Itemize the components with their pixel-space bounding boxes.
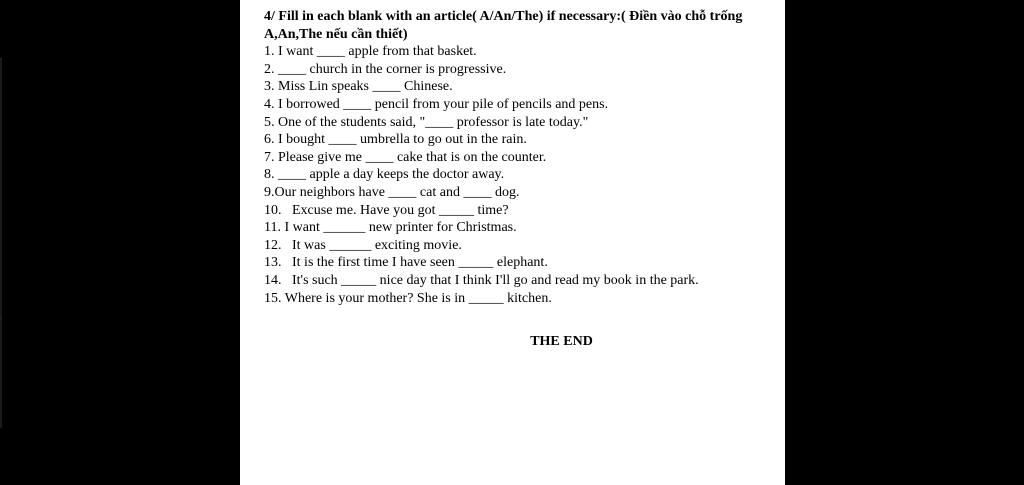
exercise-item-13: 13. It is the first time I have seen _____ elephant.: [264, 255, 548, 271]
exercise-item-11: 11. I want ______ new printer for Christmas.: [264, 220, 517, 236]
exercise-item-15: 15. Where is your mother? She is in _____ kitchen.: [264, 290, 552, 306]
exercise-heading-line-2: A,An,The nếu cần thiết): [264, 26, 408, 42]
document-page: [240, 0, 785, 485]
exercise-item-10: 10. Excuse me. Have you got _____ time?: [264, 202, 509, 218]
exercise-heading-line-1: 4/ Fill in each blank with an article( A/An/The) if necessary:( Điền vào chỗ trống: [264, 9, 743, 24]
left-edge-divider-mid: [0, 318, 2, 319]
exercise-item-9: 9.Our neighbors have ____ cat and ____ dog.: [264, 184, 520, 200]
left-edge-divider-top: [0, 58, 2, 59]
exercise-item-5: 5. One of the students said, "____ professor is late today.": [264, 114, 589, 130]
left-edge-strip: [0, 58, 2, 428]
exercise-item-14: 14. It's such _____ nice day that I think I'll go and read my book in the park.: [264, 272, 699, 288]
exercise-item-6: 6. I bought ____ umbrella to go out in the rain.: [264, 132, 527, 148]
exercise-item-2: 2. ____ church in the corner is progressive.: [264, 61, 507, 77]
exercise-item-4: 4. I borrowed ____ pencil from your pile of pencils and pens.: [264, 96, 609, 112]
exercise-item-7: 7. Please give me ____ cake that is on the counter.: [264, 149, 547, 165]
the-end-footer: THE END: [530, 334, 593, 349]
exercise-content: [264, 8, 785, 307]
exercise-item-8: 8. ____ apple a day keeps the doctor away.: [264, 167, 505, 183]
exercise-item-12: 12. It was ______ exciting movie.: [264, 237, 462, 253]
exercise-item-1: 1. I want ____ apple from that basket.: [264, 44, 477, 60]
exercise-item-3: 3. Miss Lin speaks ____ Chinese.: [264, 79, 453, 95]
